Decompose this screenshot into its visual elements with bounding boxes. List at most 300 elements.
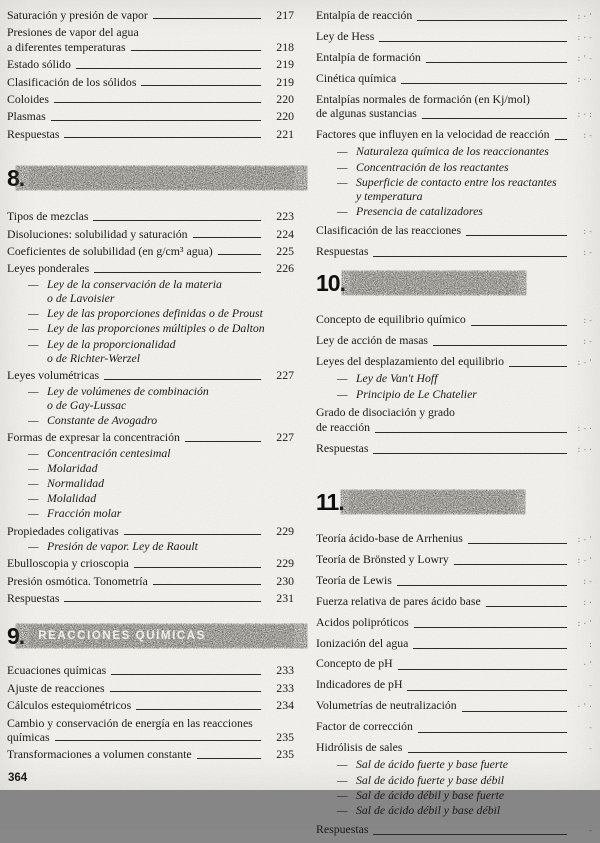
toc-subentry bbox=[7, 446, 294, 460]
em-dash: — bbox=[28, 475, 39, 490]
toc-subentry bbox=[316, 757, 594, 771]
toc-subentry-line: Naturaleza química de los reaccionantes bbox=[356, 144, 549, 159]
toc-entry-row bbox=[316, 441, 594, 457]
toc-entry-title: Leyes ponderales bbox=[7, 261, 90, 276]
toc-subentry-title bbox=[47, 506, 294, 520]
em-dash: — bbox=[28, 276, 39, 291]
toc-subentry-line: Ley de volúmenes de combinación bbox=[47, 383, 209, 398]
toc-column-right bbox=[316, 8, 594, 843]
toc-entry-row bbox=[7, 524, 294, 538]
em-dash: — bbox=[337, 757, 348, 772]
page-number: 225 bbox=[276, 244, 294, 259]
toc-entry-row bbox=[316, 822, 594, 838]
dotted-leader bbox=[141, 85, 261, 86]
toc-entry-row bbox=[7, 591, 294, 605]
page-number: 235 bbox=[276, 729, 294, 744]
toc-entry-row bbox=[316, 50, 594, 66]
toc-subentry-line: Sal de ácido fuerte y base fuerte bbox=[356, 757, 509, 772]
toc-entry-title: Respuestas bbox=[7, 590, 60, 605]
toc-entry-title-line: Presiones de vapor del agua bbox=[7, 25, 139, 40]
toc-subentry bbox=[316, 788, 594, 802]
toc-entry bbox=[7, 25, 294, 54]
toc-entry bbox=[7, 209, 294, 223]
toc-entry-row bbox=[7, 8, 294, 22]
dotted-leader bbox=[124, 534, 261, 535]
toc-entry-title: Clasificación de los sólidos bbox=[7, 74, 137, 89]
toc-subentry-line: Normalidad bbox=[47, 475, 105, 490]
dotted-leader bbox=[51, 120, 261, 121]
toc-entry-title: Transformaciones a volumen constante bbox=[7, 747, 192, 762]
dotted-leader bbox=[94, 272, 261, 273]
toc-entry-title: Concepto de equilibrio químico bbox=[316, 312, 466, 327]
dotted-leader bbox=[398, 669, 567, 670]
chapter-number: 8. bbox=[7, 165, 25, 192]
dotted-leader bbox=[426, 62, 567, 63]
toc-entry-row bbox=[316, 531, 594, 547]
toc-entry-row bbox=[316, 677, 594, 693]
chapter-number: 9. bbox=[7, 623, 25, 650]
page-number: 227 bbox=[276, 430, 294, 445]
chapter-heading bbox=[316, 489, 594, 516]
toc-subentry-title bbox=[47, 446, 294, 460]
toc-entry-row bbox=[7, 747, 294, 761]
toc-subentry bbox=[7, 277, 294, 305]
em-dash: — bbox=[337, 174, 348, 189]
toc-entry bbox=[316, 719, 594, 735]
dotted-leader bbox=[471, 325, 567, 326]
page-number: 220 bbox=[276, 109, 294, 124]
toc-subentry-title bbox=[356, 371, 594, 385]
toc-subentry-line: o de Lavoisier bbox=[47, 291, 115, 306]
toc-entry-title: Respuestas bbox=[316, 440, 369, 455]
page-number: 233 bbox=[276, 680, 294, 695]
chapter-number: 11. bbox=[316, 489, 344, 516]
toc-subentry-line: Molaridad bbox=[47, 460, 98, 475]
toc-entry-title: Respuestas bbox=[316, 243, 369, 258]
chapter-heading bbox=[316, 270, 594, 297]
toc-entry bbox=[316, 244, 594, 260]
dotted-leader bbox=[397, 585, 567, 586]
toc-subentry-title bbox=[356, 387, 594, 401]
page-number-degraded: :- bbox=[582, 337, 594, 347]
toc-entry-title: Factores que influyen en la velocidad de reacción bbox=[316, 126, 550, 141]
dotted-leader bbox=[110, 691, 261, 692]
toc-entry-row bbox=[7, 698, 294, 712]
toc-subentry-line: Constante de Avogadro bbox=[47, 412, 158, 427]
toc-subentry bbox=[7, 539, 294, 553]
toc-entry-title: Plasmas bbox=[7, 109, 46, 124]
page-number: 219 bbox=[276, 57, 294, 72]
toc-subentry bbox=[7, 413, 294, 427]
toc-subentry bbox=[316, 175, 594, 203]
page-number: 223 bbox=[276, 209, 294, 224]
dotted-leader bbox=[486, 606, 567, 607]
dotted-leader bbox=[468, 543, 567, 544]
toc-entry bbox=[316, 50, 594, 66]
toc-subentry-title bbox=[356, 175, 594, 203]
toc-entry-row bbox=[7, 663, 294, 677]
dotted-leader bbox=[54, 102, 261, 103]
toc-entry-title: de reacción bbox=[316, 419, 371, 434]
toc-entry-row bbox=[316, 420, 594, 436]
toc-entry-title: Ecuaciones químicas bbox=[7, 663, 107, 678]
page-number-degraded: :· bbox=[582, 597, 594, 607]
em-dash: — bbox=[28, 538, 39, 553]
dotted-leader bbox=[185, 441, 261, 442]
toc-entry bbox=[316, 354, 594, 401]
toc-entry-title: Disoluciones: solubilidad y saturación bbox=[7, 226, 188, 241]
toc-entry bbox=[7, 574, 294, 588]
toc-entry bbox=[316, 677, 594, 693]
toc-entry bbox=[7, 663, 294, 677]
toc-entry bbox=[7, 127, 294, 141]
page-number: 235 bbox=[276, 747, 294, 762]
dotted-leader bbox=[373, 453, 567, 454]
toc-entry-title: Saturación y presión de vapor bbox=[7, 8, 148, 22]
dotted-leader bbox=[197, 758, 261, 759]
toc-entry-title: Leyes del desplazamiento del equilibrio bbox=[316, 353, 505, 368]
toc-entry-row bbox=[316, 636, 594, 652]
toc-entry bbox=[316, 71, 594, 87]
toc-entry bbox=[7, 227, 294, 241]
toc-entry-row bbox=[7, 261, 294, 275]
toc-entry-title: Leyes volumétricas bbox=[7, 368, 100, 383]
toc-entry bbox=[7, 368, 294, 427]
toc-subentry-title bbox=[47, 306, 294, 320]
dotted-leader bbox=[454, 564, 567, 565]
page-number-degraded: :-· bbox=[576, 423, 594, 433]
toc-entry bbox=[7, 109, 294, 123]
toc-subentry-title bbox=[47, 413, 294, 427]
dotted-leader bbox=[153, 584, 261, 585]
toc-entry bbox=[7, 698, 294, 712]
toc-entry-row bbox=[7, 109, 294, 123]
toc-entry-title: Volumetrías de neutralización bbox=[316, 698, 457, 713]
toc-subentry bbox=[316, 803, 594, 817]
toc-entry-row bbox=[7, 127, 294, 141]
toc-entry bbox=[316, 615, 594, 631]
toc-entry bbox=[7, 8, 294, 22]
dotted-leader bbox=[104, 379, 261, 380]
dotted-leader bbox=[373, 256, 567, 257]
toc-subentry-line: Ley de la proporcionalidad bbox=[47, 336, 176, 351]
toc-entry-title: Respuestas bbox=[7, 126, 60, 141]
toc-entry-row bbox=[316, 106, 594, 122]
toc-entry-row bbox=[316, 333, 594, 349]
page-number-degraded: :'- bbox=[576, 53, 594, 63]
toc-entry bbox=[316, 8, 594, 24]
toc-entry-title: Teoría de Lewis bbox=[316, 572, 392, 587]
toc-entry-row bbox=[316, 615, 594, 631]
toc-entry bbox=[7, 524, 294, 554]
page-number: 219 bbox=[276, 74, 294, 89]
toc-subentry-line: Superficie de contacto entre los reactantes bbox=[356, 174, 557, 189]
dotted-leader bbox=[64, 601, 261, 602]
page-number-degraded: - bbox=[588, 744, 594, 754]
toc-subentry-title bbox=[47, 321, 294, 335]
dotted-leader bbox=[55, 740, 261, 741]
toc-entry-row bbox=[7, 430, 294, 444]
toc-subentry-title bbox=[47, 461, 294, 475]
toc-entry bbox=[316, 698, 594, 714]
toc-subentry bbox=[316, 773, 594, 787]
toc-entry-title: Tipos de mezclas bbox=[7, 209, 89, 224]
em-dash: — bbox=[337, 787, 348, 802]
page-number-degraded: : bbox=[588, 639, 594, 649]
dotted-leader bbox=[131, 50, 261, 51]
toc-entry bbox=[316, 636, 594, 652]
chapter-number: 10. bbox=[316, 270, 345, 297]
toc-entry bbox=[316, 405, 594, 436]
toc-entry bbox=[7, 430, 294, 520]
toc-entry-row bbox=[316, 29, 594, 45]
page-number-degraded: :·· bbox=[576, 74, 594, 84]
dotted-leader bbox=[555, 139, 567, 140]
toc-entry bbox=[7, 591, 294, 605]
toc-subentry bbox=[7, 337, 294, 365]
toc-subentry-line: Concentración de los reactantes bbox=[356, 159, 509, 174]
toc-entry-title: a diferentes temperaturas bbox=[7, 39, 126, 54]
toc-subentry bbox=[7, 506, 294, 520]
toc-entry bbox=[7, 57, 294, 71]
page-number: 224 bbox=[276, 226, 294, 241]
toc-entry-title: Hidrólisis de sales bbox=[316, 740, 403, 755]
dotted-leader bbox=[375, 432, 567, 433]
em-dash: — bbox=[28, 460, 39, 475]
page-number-degraded: :·' bbox=[576, 618, 594, 628]
toc-entry-row bbox=[316, 8, 594, 24]
page-number: 229 bbox=[276, 556, 294, 571]
toc-entry-title: Entalpía de formación bbox=[316, 49, 421, 64]
chapter-title-band bbox=[29, 167, 294, 189]
toc-entry-title: Ajuste de reacciones bbox=[7, 680, 105, 695]
page-number-degraded: - bbox=[588, 723, 594, 733]
chapter-heading bbox=[7, 623, 294, 650]
toc-entry-title: Clasificación de las reacciones bbox=[316, 222, 462, 237]
page-number: 233 bbox=[276, 663, 294, 678]
dotted-leader bbox=[418, 732, 567, 733]
toc-subentry-title bbox=[47, 539, 294, 553]
toc-entry-row bbox=[7, 574, 294, 588]
toc-subentry bbox=[7, 491, 294, 505]
page-number-degraded: :-· bbox=[576, 444, 594, 454]
chapter-heading bbox=[7, 165, 294, 192]
dotted-leader bbox=[218, 254, 261, 255]
toc-entry-row bbox=[316, 594, 594, 610]
toc-entry-title: Ionización del agua bbox=[316, 635, 409, 650]
toc-entry bbox=[316, 656, 594, 672]
toc-entry bbox=[316, 573, 594, 589]
page-number-degraded: ·' bbox=[582, 660, 594, 670]
dotted-leader bbox=[153, 18, 261, 19]
toc-entry-title: Coeficientes de solubilidad (en g/cm³ agua) bbox=[7, 244, 213, 259]
toc-entry bbox=[316, 531, 594, 547]
toc-entry-title: Propiedades coligativas bbox=[7, 523, 119, 538]
dotted-leader bbox=[462, 711, 567, 712]
page-number-degraded: :·' bbox=[576, 12, 594, 21]
em-dash: — bbox=[28, 306, 39, 321]
toc-entry-title: químicas bbox=[7, 729, 50, 744]
toc-entry-row bbox=[316, 312, 594, 328]
toc-subentry bbox=[316, 204, 594, 218]
toc-entry-row bbox=[316, 740, 594, 756]
toc-subentry bbox=[316, 160, 594, 174]
toc-subentry bbox=[316, 371, 594, 385]
toc-subentry-line: Sal de ácido fuerte y base débil bbox=[356, 772, 505, 787]
toc-entry-row bbox=[316, 244, 594, 260]
toc-entry-title: Presión osmótica. Tonometría bbox=[7, 573, 148, 588]
toc-entry-title: Coloides bbox=[7, 92, 49, 107]
em-dash: — bbox=[28, 383, 39, 398]
toc-entry bbox=[7, 75, 294, 89]
toc-subentry-line: Ley de las proporciones definidas o de Proust bbox=[47, 306, 263, 321]
toc-entry-row bbox=[7, 730, 294, 744]
toc-entry-title: de algunas sustancias bbox=[316, 106, 417, 121]
toc-entry-row bbox=[7, 681, 294, 695]
toc-entry bbox=[7, 747, 294, 761]
page-number-degraded: :-' bbox=[576, 555, 594, 565]
page-number: 226 bbox=[276, 261, 294, 276]
toc-subentry bbox=[316, 144, 594, 158]
dotted-leader bbox=[193, 237, 261, 238]
dotted-leader bbox=[401, 83, 567, 84]
toc-subentry bbox=[7, 476, 294, 490]
toc-entry bbox=[316, 29, 594, 45]
toc-entry-row bbox=[316, 656, 594, 672]
toc-entry bbox=[7, 261, 294, 365]
toc-entry-row bbox=[7, 556, 294, 570]
toc-subentry-title bbox=[356, 160, 594, 174]
toc-subentry-title bbox=[356, 204, 594, 218]
toc-subentry-title bbox=[47, 277, 294, 305]
page-number: 231 bbox=[276, 590, 294, 605]
toc-entry-title-line: Cambio y conservación de energía en las reacciones bbox=[7, 715, 253, 730]
toc-entry bbox=[7, 92, 294, 106]
toc-entry bbox=[7, 681, 294, 695]
page-number: 234 bbox=[276, 698, 294, 713]
toc-subentry-line: o de Richter-Werzel bbox=[47, 350, 141, 365]
toc-entry-title-line: Entalpías normales de formación (en Kj/mol) bbox=[316, 91, 530, 106]
page-number-degraded: ·'· bbox=[576, 702, 594, 712]
dotted-leader bbox=[373, 834, 567, 835]
page-number-degraded: :-' bbox=[576, 357, 594, 367]
toc-entry-row bbox=[7, 75, 294, 89]
toc-subentry-title bbox=[356, 757, 594, 771]
toc-entry-title: Respuestas bbox=[316, 821, 369, 836]
toc-entry-row bbox=[316, 552, 594, 568]
toc-subentry-title bbox=[356, 144, 594, 158]
toc-entry bbox=[316, 740, 594, 817]
page-number-degraded: :- bbox=[582, 316, 594, 326]
dotted-leader bbox=[433, 345, 567, 346]
dotted-leader bbox=[408, 752, 567, 753]
toc-entry-title: Cálculos estequiométricos bbox=[7, 698, 132, 713]
toc-entry-row bbox=[316, 698, 594, 714]
toc-entry-title: Ebulloscopia y crioscopia bbox=[7, 556, 129, 571]
toc-subentry-title bbox=[47, 337, 294, 365]
toc-entry-row bbox=[7, 244, 294, 258]
toc-subentry-line: Ley de Van't Hoff bbox=[356, 371, 438, 386]
dotted-leader bbox=[417, 20, 567, 21]
toc-entry bbox=[316, 333, 594, 349]
dotted-leader bbox=[414, 627, 567, 628]
chapter-title-band bbox=[29, 625, 294, 647]
toc-entry-title: Estado sólido bbox=[7, 57, 71, 72]
toc-entry bbox=[7, 556, 294, 570]
page-number: 221 bbox=[276, 126, 294, 141]
page-number-degraded: - bbox=[588, 825, 594, 835]
toc-entry-title: Indicadores de pH bbox=[316, 677, 403, 692]
toc-entry-row bbox=[7, 368, 294, 382]
toc-entry-title: Cinética química bbox=[316, 70, 397, 85]
toc-entry bbox=[7, 716, 294, 745]
toc-entry bbox=[316, 822, 594, 838]
toc-entry-row bbox=[7, 57, 294, 71]
toc-subentry-line: Sal de ácido débil y base débil bbox=[356, 803, 501, 818]
toc-entry-title: Concepto de pH bbox=[316, 656, 393, 671]
dotted-leader bbox=[466, 235, 567, 236]
toc-entry-title: Ley de acción de masas bbox=[316, 333, 429, 348]
toc-entry-row bbox=[316, 354, 594, 370]
page-number-degraded: :- bbox=[582, 226, 594, 236]
toc-entry bbox=[316, 312, 594, 328]
footer-page-number: 364 bbox=[8, 772, 28, 784]
em-dash: — bbox=[28, 321, 39, 336]
toc-entry-title: Acidos polipróticos bbox=[316, 614, 409, 629]
chapter-title: REACCIONES QUÍMICAS bbox=[38, 630, 206, 643]
dotted-leader bbox=[136, 709, 261, 710]
dotted-leader bbox=[134, 567, 261, 568]
dotted-leader bbox=[379, 41, 567, 42]
em-dash: — bbox=[28, 491, 39, 506]
toc-subentry-line: Principio de Le Chatelier bbox=[356, 386, 477, 401]
page-number: 227 bbox=[276, 368, 294, 383]
em-dash: — bbox=[337, 772, 348, 787]
em-dash: — bbox=[337, 144, 348, 159]
em-dash: — bbox=[28, 445, 39, 460]
page-number: 217 bbox=[276, 8, 294, 22]
toc-subentry-title bbox=[356, 788, 594, 802]
page-number: 218 bbox=[276, 39, 294, 54]
toc-subentry-title bbox=[356, 803, 594, 817]
toc-entry-title: Fuerza relativa de pares ácido base bbox=[316, 593, 481, 608]
page-number: 229 bbox=[276, 523, 294, 538]
toc-entry-row bbox=[316, 71, 594, 87]
toc-entry-title: Ley de Hess bbox=[316, 28, 375, 43]
page-number: 220 bbox=[276, 92, 294, 107]
dotted-leader bbox=[407, 690, 567, 691]
toc-subentry-line: Presencia de catalizadores bbox=[356, 204, 483, 219]
toc-entry-row bbox=[7, 209, 294, 223]
chapter-title-band bbox=[349, 491, 517, 513]
em-dash: — bbox=[337, 204, 348, 219]
toc-subentry-line: Fracción molar bbox=[47, 506, 122, 521]
toc-subentry bbox=[7, 321, 294, 335]
toc-entry bbox=[316, 127, 594, 218]
page-number-degraded: :-' bbox=[576, 535, 594, 545]
toc-entry bbox=[316, 552, 594, 568]
em-dash: — bbox=[28, 506, 39, 521]
em-dash: — bbox=[337, 386, 348, 401]
toc-entry-row bbox=[7, 92, 294, 106]
toc-entry bbox=[316, 441, 594, 457]
em-dash: — bbox=[28, 412, 39, 427]
page-number-degraded: :- bbox=[582, 130, 594, 140]
toc-subentry-line: Sal de ácido débil y base fuerte bbox=[356, 787, 505, 802]
dotted-leader bbox=[422, 118, 567, 119]
toc-subentry-line: y temperatura bbox=[356, 188, 423, 203]
toc-entry-title: Teoría ácido-base de Arrhenius bbox=[316, 531, 463, 546]
